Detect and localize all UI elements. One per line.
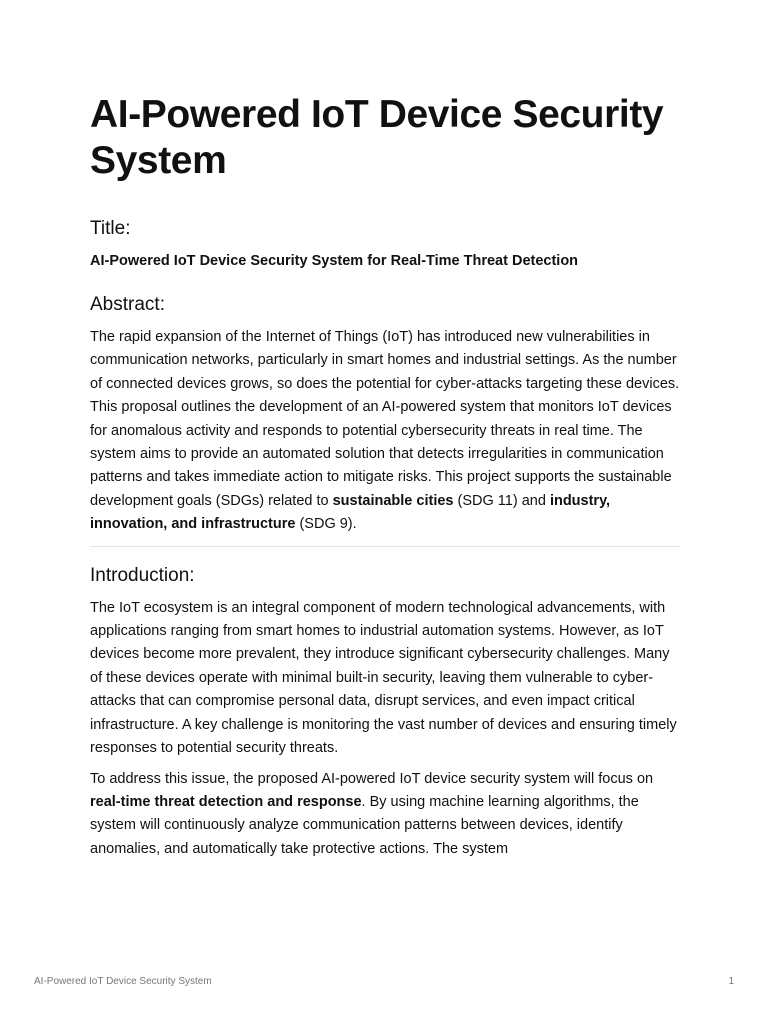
abstract-text-3: (SDG 9). [295,516,357,533]
abstract-bold-sdg9: industry, innovation, and infrastructure [90,492,611,533]
abstract-bold-sdg11: sustainable cities [332,492,454,509]
introduction-section-heading: Introduction: [90,564,195,586]
abstract-text-2: (SDG 11) and [453,492,550,509]
document-title-text: AI-Powered IoT Device Security System for Real-Time Threat Detection [90,253,579,269]
introduction-paragraph-2 [90,768,680,862]
title-section-heading: Title: [90,218,131,239]
intro2-text-1: To address this issue, the proposed AI-powered IoT device security system will focus on [90,770,654,787]
footer-title: AI-Powered IoT Device Security System [34,976,212,987]
abstract-paragraph [90,326,680,537]
intro2-bold-realtime: real-time threat detection and response [90,793,362,810]
footer-page-number: 1 [728,976,734,987]
intro2-text-2: . By using machine learning algorithms, the system will continuously analyze communication patterns between devices, identify anomalies, and automatically take protective actions. The system [90,793,639,857]
section-divider [90,546,680,547]
document-heading: AI-Powered IoT Device Security System [90,93,664,182]
abstract-section-heading: Abstract: [90,294,165,315]
abstract-text-1: The rapid expansion of the Internet of Things (IoT) has introduced new vulnerabilities in communication networks, particularly in smart homes and industrial settings. As the number of connected devices grows, so does the potential for cyber-attacks targeting these devices. This proposal outlines the development of an AI-powered system that monitors IoT devices for anomalous activity and responds to potential cybersecurity threats in real time. The system aims to provide an automated solution that detects irregularities in communication patterns and takes immediate action to mitigate risks. This project supports the sustainable development goals (SDGs) related to [90,329,680,509]
document-page [90,92,680,868]
introduction-paragraph-1: The IoT ecosystem is an integral component of modern technological advancements, with applications ranging from smart homes to industrial automation systems. However, as IoT devices become more prevalent, they introduce significant cybersecurity challenges. Many of these devices operate with minimal built-in security, leaving them vulnerable to cyber-attacks that can compromise personal data, disrupt services, and even impact critical infrastructure. A key challenge is monitoring the vast number of devices and ensuring timely responses to potential security threats. [90,599,677,757]
